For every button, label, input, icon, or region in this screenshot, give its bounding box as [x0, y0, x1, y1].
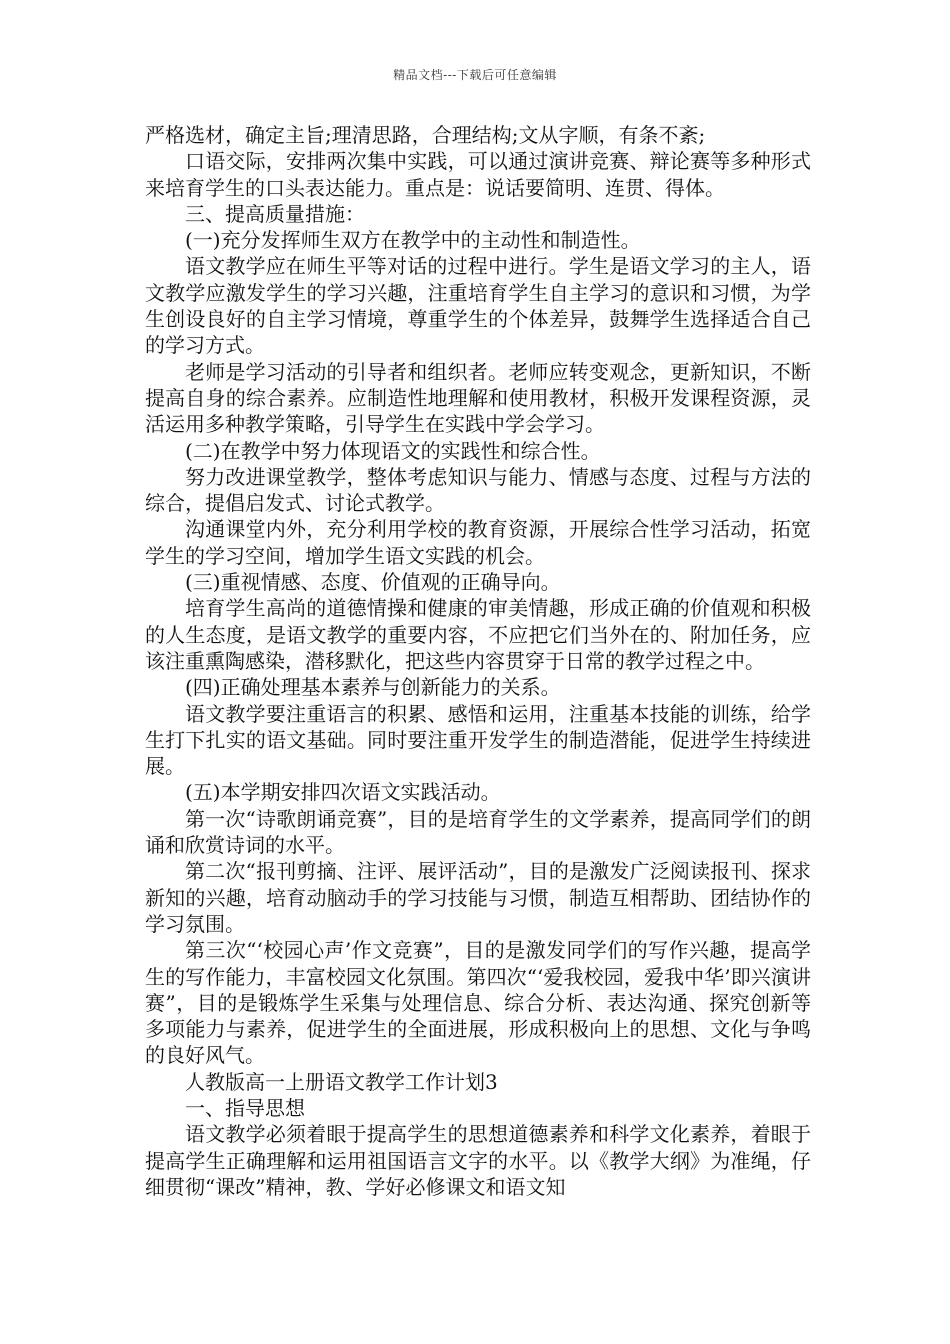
paragraph: 一、指导思想 — [185, 1095, 305, 1120]
paragraph: (三)重视情感、态度、价值观的正确导向。 — [185, 570, 561, 595]
document-body — [145, 122, 811, 1200]
paragraph: 人教版高一上册语文教学工作计划3 — [185, 1069, 498, 1094]
paragraph: (四)正确处理基本素养与创新能力的关系。 — [185, 675, 561, 700]
page-header-note: 精品文档---下载后可任意编辑 — [393, 68, 557, 82]
paragraph: 老师是学习活动的引导者和组织者。老师应转变观念，更新知识，不断提高自身的综合素养。应制造性地理解和使用教材，积极开发课程资源，灵活运用多种教学策略，引导学生在实践中学会学习。 — [145, 359, 811, 437]
paragraph: 努力改进课堂教学，整体考虑知识与能力、情感与态度、过程与方法的综合，提倡启发式、讨论式教学。 — [145, 464, 811, 516]
paragraph: 口语交际，安排两次集中实践，可以通过演讲竞赛、辩论赛等多种形式来培育学生的口头表达能力。重点是：说话要简明、连贯、得体。 — [145, 149, 811, 200]
paragraph: 第三次“‘校园心声’作文竞赛”，目的是激发同学们的写作兴趣，提高学生的写作能力，丰富校园文化氛围。第四次“‘爱我校园，爱我中华’即兴演讲赛”，目的是锻炼学生采集与处理信息、综合分析、表达沟通、探究创新等多项能力与素养，促进学生的全面进展，形成积极向上的思想、文化与争鸣的良好风气。 — [145, 938, 811, 1068]
paragraph: (一)充分发挥师生双方在教学中的主动性和制造性。 — [185, 228, 641, 253]
paragraph: 沟通课堂内外，充分利用学校的教育资源，开展综合性学习活动，拓宽学生的学习空间，增加学生语文实践的机会。 — [145, 517, 811, 568]
paragraph: 三、提高质量措施： — [185, 201, 365, 226]
paragraph: (二)在教学中努力体现语文的实践性和综合性。 — [185, 438, 601, 463]
paragraph: 语文教学应在师生平等对话的过程中进行。学生是语文学习的主人，语文教学应激发学生的学习兴趣，注重培育学生自主学习的意识和习惯，为学生创设良好的自主学习情境，尊重学生的个体差异，鼓舞学生选择适合自己的学习方式。 — [145, 254, 811, 358]
paragraph: 第一次“诗歌朗诵竞赛”，目的是培育学生的文学素养，提高同学们的朗诵和欣赏诗词的水平。 — [145, 806, 811, 858]
paragraph: 第二次“报刊剪摘、注评、展评活动”，目的是激发广泛阅读报刊、探求新知的兴趣，培育动脑动手的学习技能与习惯，制造互相帮助、团结协作的学习氛围。 — [145, 859, 811, 936]
paragraph: 语文教学要注重语言的积累、感悟和运用，注重基本技能的训练，给学生打下扎实的语文基础。同时要注重开发学生的制造潜能，促进学生持续进展。 — [145, 701, 811, 779]
paragraph: (五)本学期安排四次语文实践活动。 — [185, 780, 501, 805]
paragraph: 培育学生高尚的道德情操和健康的审美情趣，形成正确的价值观和积极的人生态度，是语文教学的重要内容，不应把它们当外在的、附加任务，应该注重熏陶感染，潜移默化，把这些内容贯穿于日常的教学过程之中。 — [145, 596, 811, 673]
paragraph: 语文教学必须着眼于提高学生的思想道德素养和科学文化素养，着眼于提高学生正确理解和运用祖国语言文字的水平。以《教学大纲》为准绳，仔细贯彻“课改”精神，教、学好必修课文和语文知 — [145, 1122, 811, 1199]
paragraph: 严格选材，确定主旨;理清思路，合理结构;文从字顺，有条不紊; — [145, 123, 706, 147]
